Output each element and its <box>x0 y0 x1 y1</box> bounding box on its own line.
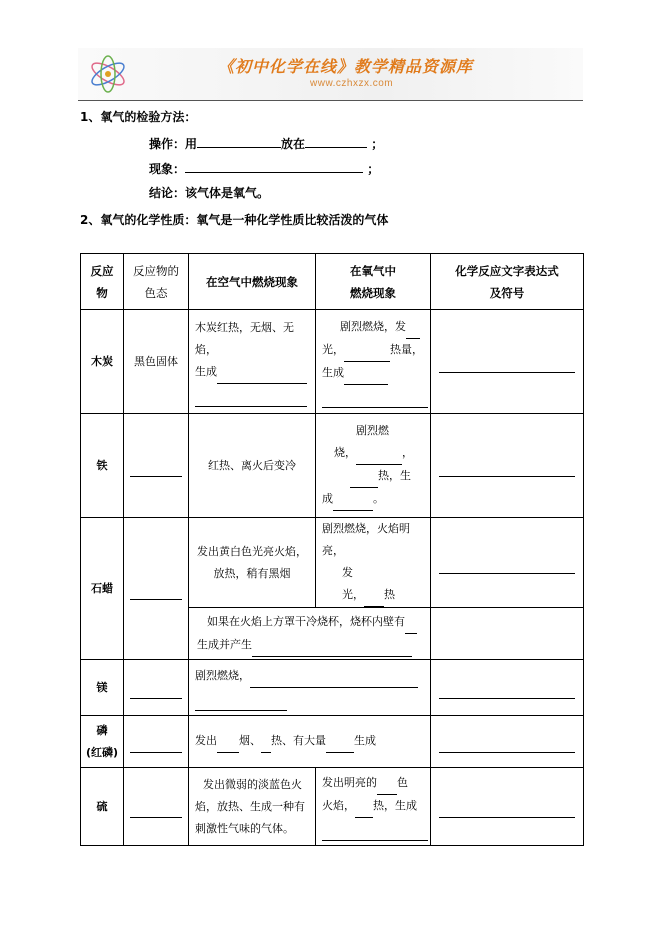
iron-air: 红热、离火后变冷 <box>189 414 316 518</box>
table-header-row <box>81 254 584 310</box>
atom-logo-icon <box>86 54 130 94</box>
op-mid: 放在 <box>281 137 306 151</box>
wax-equation <box>431 518 584 608</box>
banner-title: 《初中化学在线》教学精品资源库 <box>218 57 474 76</box>
p-equation <box>431 716 584 768</box>
s-air: 发出微弱的淡蓝色火 焰，放热、生成一种有 刺激性气味的气体。 <box>189 768 316 846</box>
table-row-magnesium <box>81 660 584 716</box>
section1-title: 1、氧气的检验方法： <box>80 110 197 124</box>
operation-line <box>149 135 383 152</box>
conclusion-line: 结论：该气体是氧气。 <box>149 186 270 200</box>
p-color <box>124 716 189 768</box>
phen-label: 现象： <box>149 162 186 176</box>
op-end: ； <box>371 137 384 151</box>
header-oxygen: 在氧气中 燃烧现象 <box>316 254 431 310</box>
header-reactant: 反应 物 <box>81 254 124 310</box>
carbon-color: 黑色固体 <box>124 310 189 414</box>
section2-title: 2、氧气的化学性质：氧气是一种化学性质比较活泼的气体 <box>80 213 389 227</box>
carbon-air: 木炭红热，无烟、无焰， 生成 <box>189 310 316 414</box>
wax-oxygen: 剧烈燃烧，火焰明亮， 发 光， 热 <box>316 518 431 608</box>
table-row-wax <box>81 518 584 608</box>
p-name: 磷 (红磷) <box>81 716 124 768</box>
op-label: 操作：用 <box>149 137 198 151</box>
wax-air: 发出黄白色光亮火焰， 放热，稍有黑烟 <box>189 518 316 608</box>
iron-equation <box>431 414 584 518</box>
mg-name: 镁 <box>81 660 124 716</box>
wax-beaker-note: 如果在火焰上方罩干冷烧杯，烧杯内壁有 生成并产生 <box>189 608 431 660</box>
wax-color <box>124 518 189 660</box>
wax-extra-blank <box>431 608 584 660</box>
header-air: 在空气中燃烧现象 <box>189 254 316 310</box>
carbon-name: 木炭 <box>81 310 124 414</box>
iron-color <box>124 414 189 518</box>
iron-oxygen: 剧烈燃 烧， ， 热，生 成 。 <box>316 414 431 518</box>
carbon-equation <box>431 310 584 414</box>
table-row-iron <box>81 414 584 518</box>
s-color <box>124 768 189 846</box>
phenomenon-line <box>149 160 379 177</box>
phen-end: ； <box>367 162 380 176</box>
table-row-sulfur <box>81 768 584 846</box>
s-name: 硫 <box>81 768 124 846</box>
p-phenomenon: 发出 烟、 热、有大量 生成 <box>189 716 431 768</box>
banner-url: www.czhxzx.com <box>310 78 394 89</box>
table-row-carbon <box>81 310 584 414</box>
s-equation <box>431 768 584 846</box>
mg-equation <box>431 660 584 716</box>
header-banner <box>78 48 583 101</box>
mg-phenomenon: 剧烈燃烧， <box>189 660 431 716</box>
s-oxygen: 发出明亮的 色 火焰， 热，生成 <box>316 768 431 846</box>
reaction-table <box>80 253 584 846</box>
wax-name: 石蜡 <box>81 518 124 660</box>
header-equation: 化学反应文字表达式 及符号 <box>431 254 584 310</box>
carbon-oxygen: 剧烈燃烧，发 光， 热量， 生成 <box>316 310 431 414</box>
table-row-phosphorus <box>81 716 584 768</box>
iron-name: 铁 <box>81 414 124 518</box>
mg-color <box>124 660 189 716</box>
header-color: 反应物的 色态 <box>124 254 189 310</box>
